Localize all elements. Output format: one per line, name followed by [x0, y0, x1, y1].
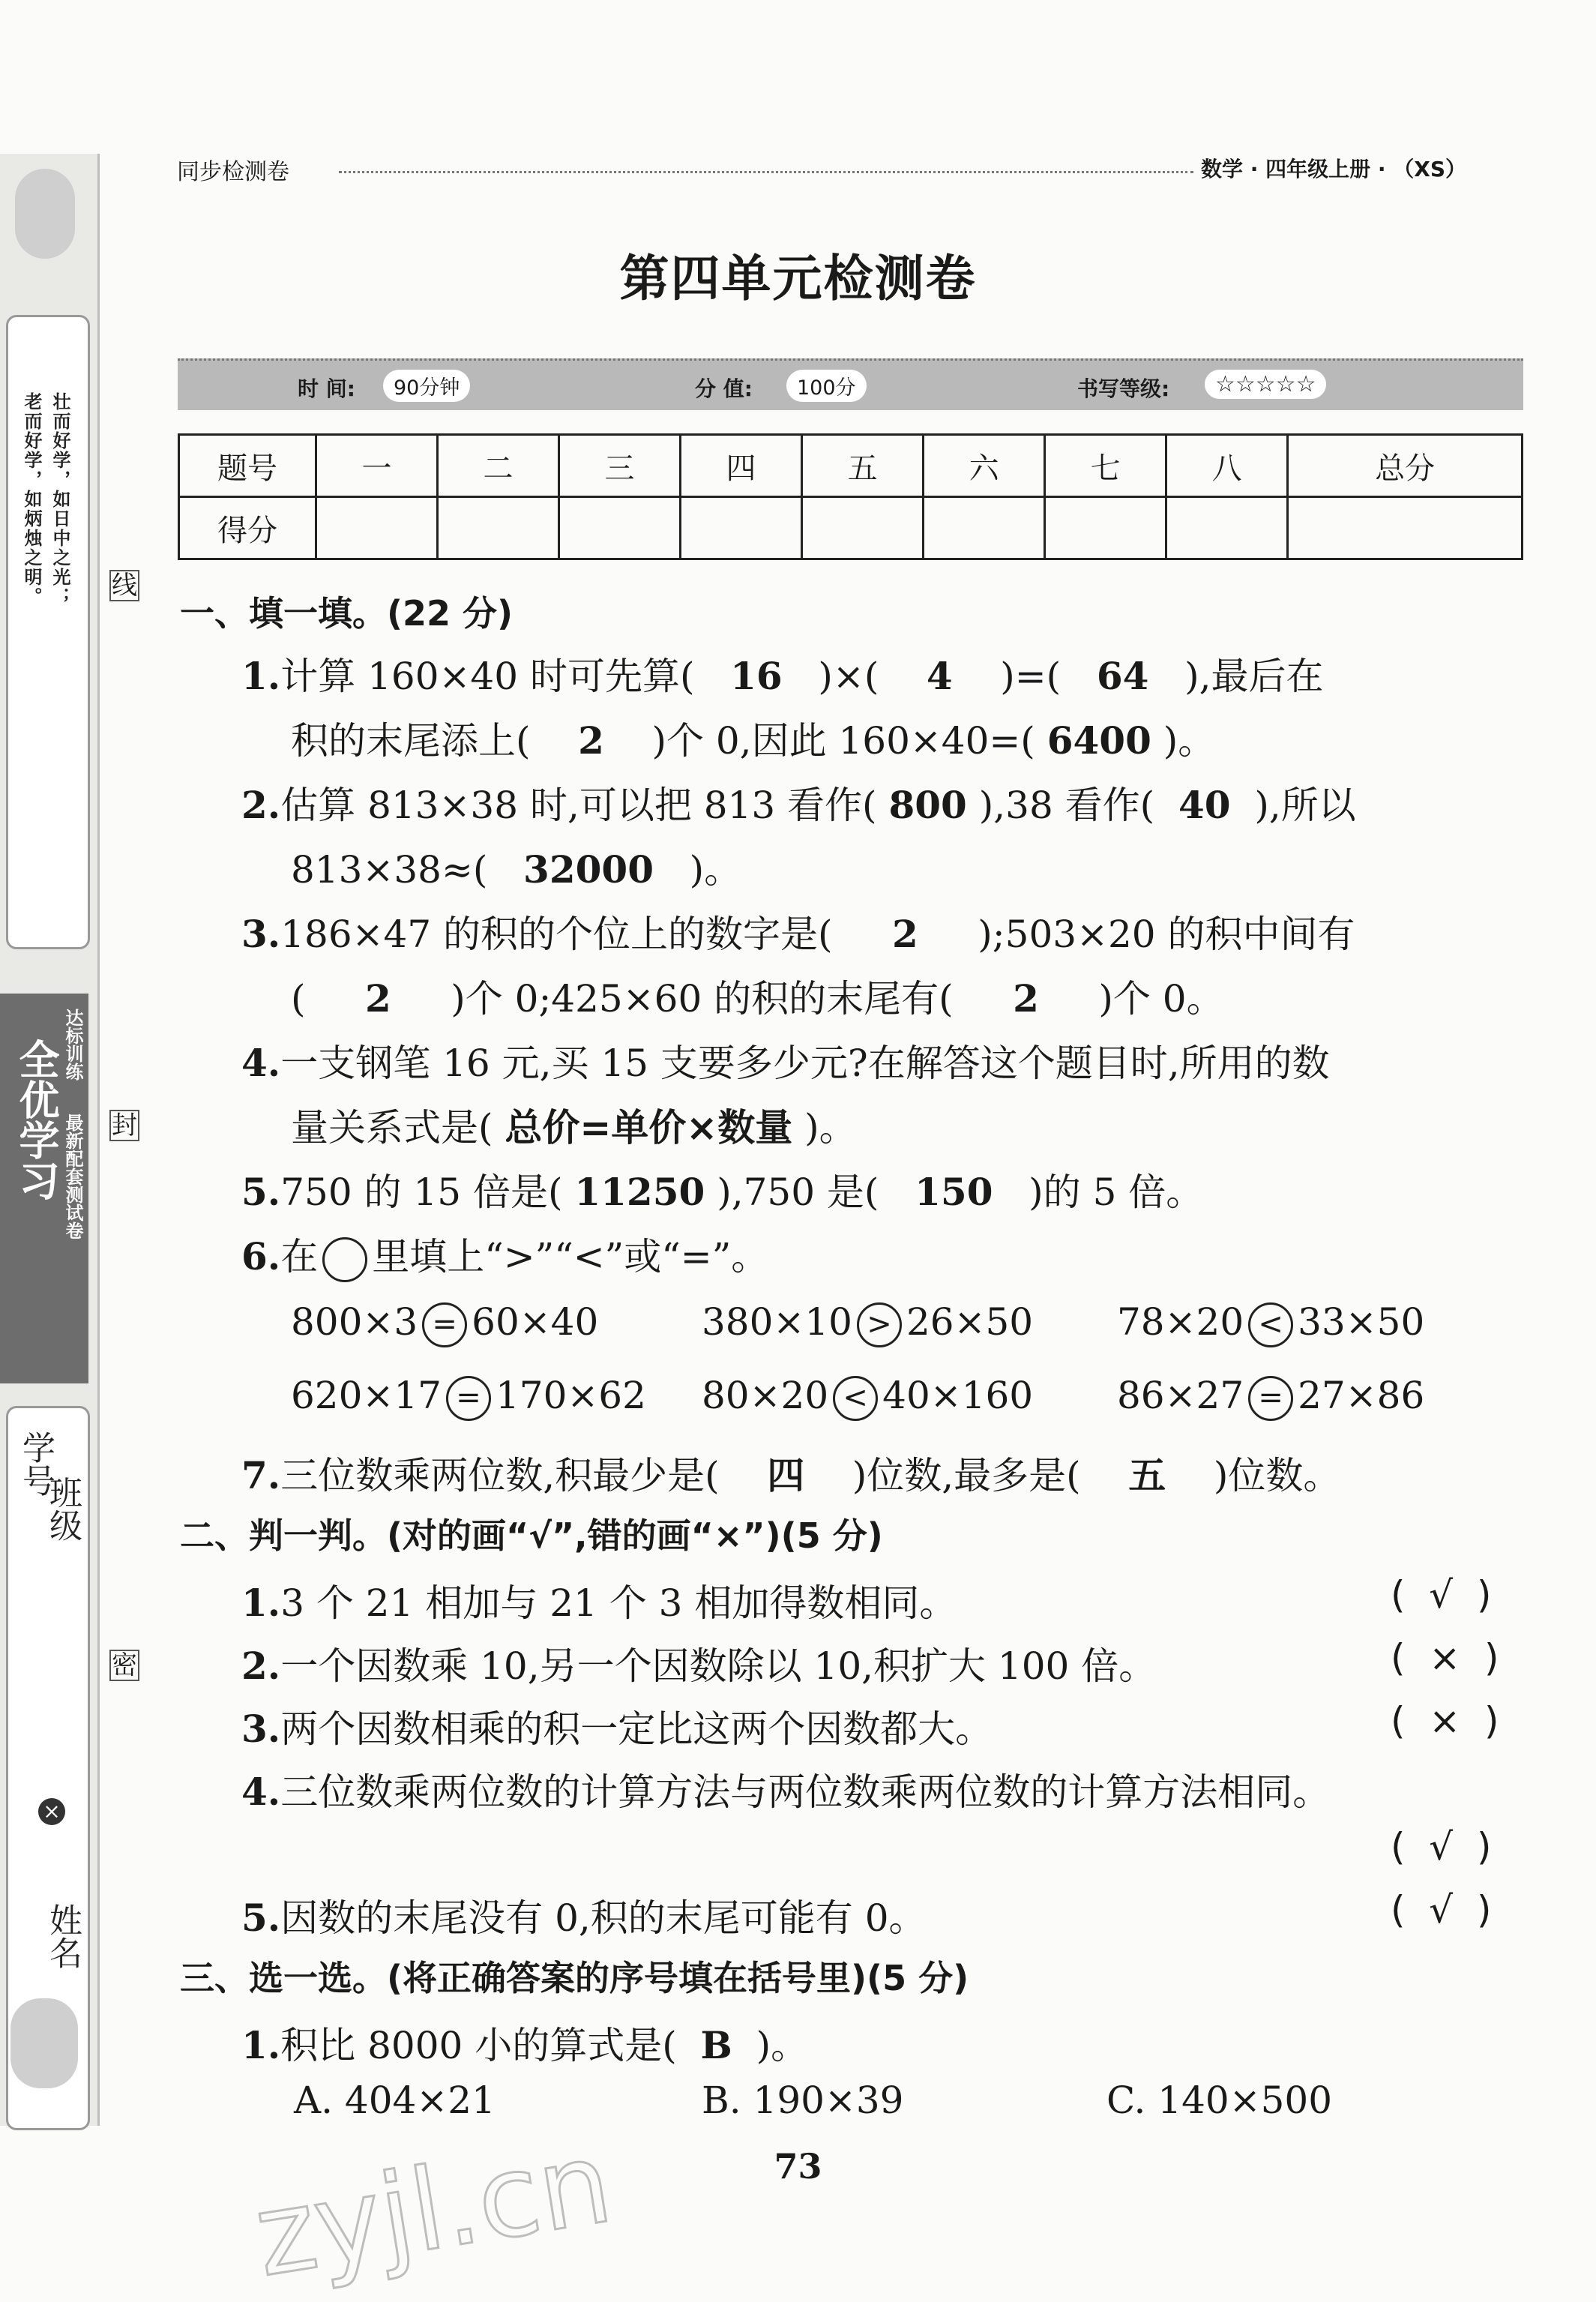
- answer-4: 4: [926, 654, 953, 698]
- score-cell[interactable]: [559, 497, 681, 559]
- score-cell[interactable]: [681, 497, 802, 559]
- check-icon: √: [1429, 1573, 1454, 1617]
- compare-4: 620×17 = 170×62: [291, 1374, 646, 1421]
- judge-3-number: 3.: [241, 1707, 281, 1751]
- score-header-cell: 三: [559, 435, 681, 497]
- number-label: 学号: [16, 1431, 55, 1497]
- compare-answer-2: >: [857, 1302, 902, 1347]
- motto-line-1: 壮而好学，如日中之光；: [49, 392, 70, 607]
- judge-2-text: 一个因数乘 10,另一个因数除以 10,积扩大 100 倍。: [280, 1644, 1157, 1688]
- header-right: 数学 · 四年级上册 · （XS）: [1201, 157, 1467, 181]
- section-1-title: 一、填一填。(22 分): [180, 593, 514, 634]
- compare-answer-5: <: [833, 1376, 878, 1421]
- score-value: 100分: [786, 370, 867, 402]
- watermark-logo: zyjl.cn: [247, 2117, 620, 2302]
- choose-1: 1.积比 8000 小的算式是( B )。: [241, 2023, 809, 2067]
- judge-2-answer: ( × ): [1391, 1636, 1499, 1680]
- q1-1-line1: 1.计算 160×40 时可先算( 16 )×( 4 )=( 64 ),最后在: [241, 654, 1324, 698]
- answer-32000: 32000: [523, 847, 654, 892]
- check-icon: √: [1429, 1825, 1454, 1869]
- answer-2-a: 2: [892, 912, 918, 956]
- judge-3-text: 两个因数相乘的积一定比这两个因数都大。: [280, 1707, 993, 1751]
- time-value: 90分钟: [383, 370, 470, 402]
- q1-1-line2: 积的末尾添上( 2 )个 0,因此 160×40=( 6400 )。: [291, 718, 1216, 763]
- brand-title: 全优学习: [13, 1039, 60, 1200]
- score-header-cell: 六: [924, 435, 1045, 497]
- judge-5-answer: ( √ ): [1391, 1888, 1492, 1932]
- judge-4: [241, 1762, 1330, 1816]
- score-header-cell: 二: [438, 435, 559, 497]
- answer-2: 2: [578, 718, 604, 763]
- score-cell[interactable]: [1166, 497, 1288, 559]
- time-label: 时 间:: [298, 376, 355, 401]
- score-cell[interactable]: [1288, 497, 1523, 559]
- x-icon: ×: [38, 1798, 65, 1825]
- seal-line: 线: [109, 570, 139, 601]
- cross-icon: ×: [1429, 1636, 1461, 1680]
- q1-2-line1: 2.估算 813×38 时,可以把 813 看作( 800 ),38 看作( 40 ),所以: [241, 783, 1356, 827]
- q1-6-number: 6.: [241, 1234, 281, 1278]
- judge-4-answer: ( √ ): [1391, 1825, 1492, 1869]
- brand-panel: [0, 994, 88, 1383]
- page-number: 73: [774, 2146, 822, 2187]
- option-a: A. 404×21: [294, 2079, 496, 2122]
- score-label: 分 值:: [695, 376, 753, 401]
- option-b: B. 190×39: [702, 2079, 904, 2122]
- section-2-title: 二、判一判。(对的画“√”,错的画“×”)(5 分): [180, 1515, 883, 1556]
- score-header-cell: 五: [802, 435, 924, 497]
- compare-answer-1: =: [422, 1302, 467, 1347]
- grade-label: 书写等级:: [1077, 376, 1170, 401]
- score-cell[interactable]: [802, 497, 924, 559]
- judge-1-number: 1.: [241, 1581, 281, 1625]
- grade-stars: ☆☆☆☆☆: [1205, 370, 1326, 399]
- section-3-title: 三、选一选。(将正确答案的序号填在括号里)(5 分): [180, 1958, 969, 1998]
- answer-b: B: [700, 2023, 732, 2067]
- score-row: [179, 497, 1523, 559]
- q1-4-line2: 量关系式是( 总价=单价×数量 )。: [291, 1106, 857, 1150]
- score-header-cell: 四: [681, 435, 802, 497]
- compare-2: 380×10 > 26×50: [702, 1300, 1033, 1347]
- answer-2-b: 2: [364, 976, 391, 1021]
- name-label: 姓名: [43, 1903, 82, 1969]
- answer-five: 五: [1128, 1454, 1166, 1497]
- q1-2-number: 2.: [241, 783, 281, 827]
- q1-7-line: 7.三位数乘两位数,积最少是( 四 )位数,最多是( 五 )位数。: [241, 1453, 1341, 1497]
- judge-4-text: 三位数乘两位数的计算方法与两位数乘两位数的计算方法相同。: [280, 1770, 1331, 1814]
- brand-sub-2: 最新配套测试卷: [62, 1114, 83, 1239]
- compare-answer-6: =: [1248, 1376, 1293, 1421]
- brand-sub-1: 达标训练: [62, 1009, 83, 1081]
- answer-800: 800: [888, 783, 967, 827]
- answer-11250: 11250: [574, 1170, 705, 1214]
- compare-1: 800×3 = 60×40: [291, 1300, 598, 1347]
- score-cell[interactable]: [1045, 497, 1166, 559]
- judge-2: [241, 1636, 1156, 1690]
- answer-2-c: 2: [1013, 976, 1039, 1021]
- q1-3-number: 3.: [241, 912, 281, 956]
- q1-4-number: 4.: [241, 1041, 281, 1085]
- q1-7-number: 7.: [241, 1453, 281, 1497]
- choose-1-number: 1.: [241, 2023, 281, 2067]
- answer-40: 40: [1178, 783, 1231, 827]
- q1-5-number: 5.: [241, 1170, 281, 1214]
- binding-strip: [0, 154, 100, 2126]
- empty-circle-icon: [322, 1237, 367, 1282]
- q1-3-line1: 3.186×47 的积的个位上的数字是( 2 );503×20 的积中间有: [241, 912, 1355, 956]
- judge-5: [241, 1888, 927, 1942]
- compare-3: 78×20 < 33×50: [1117, 1300, 1424, 1347]
- answer-16: 16: [730, 654, 783, 698]
- seal-secret: 密: [109, 1650, 139, 1681]
- judge-4-number: 4.: [241, 1770, 281, 1814]
- page-title: 第四单元检测卷: [619, 250, 977, 307]
- q1-5-line: 5.750 的 15 倍是( 11250 ),750 是( 150 )的 5 倍。: [241, 1170, 1204, 1214]
- answer-64: 64: [1096, 654, 1149, 698]
- class-label: 班级: [43, 1476, 82, 1542]
- header-left: 同步检测卷: [177, 159, 289, 185]
- seal-seal: 封: [109, 1110, 139, 1141]
- judge-1: [241, 1573, 957, 1627]
- judge-5-number: 5.: [241, 1896, 281, 1940]
- judge-1-answer: ( √ ): [1391, 1573, 1492, 1617]
- answer-four: 四: [767, 1454, 805, 1497]
- answer-formula: 总价=单价×数量: [505, 1106, 793, 1150]
- compare-5: 80×20 < 40×160: [702, 1374, 1033, 1421]
- score-header-cell: 一: [316, 435, 438, 497]
- compare-6: 86×27 = 27×86: [1117, 1374, 1424, 1421]
- score-cell[interactable]: [438, 497, 559, 559]
- motto-line-2: 老而好学，如炳烛之明。: [21, 392, 42, 607]
- motto-box: [6, 315, 90, 949]
- answer-6400: 6400: [1047, 718, 1151, 763]
- judge-2-number: 2.: [241, 1644, 281, 1688]
- answer-150: 150: [915, 1170, 993, 1214]
- q1-4-line1: 4.一支钢笔 16 元,买 15 支要多少元?在解答这个题目时,所用的数: [241, 1041, 1330, 1085]
- q1-3-line2: ( 2 )个 0;425×60 的积的末尾有( 2 )个 0。: [291, 976, 1224, 1021]
- judge-3: [241, 1699, 993, 1753]
- score-table: [178, 433, 1523, 560]
- compare-answer-3: <: [1248, 1302, 1293, 1347]
- exam-info-bar: [178, 358, 1523, 410]
- q1-6-line: 6.在 里填上“>”“<”或“=”。: [241, 1227, 768, 1282]
- q1-1-number: 1.: [241, 654, 281, 698]
- cross-icon: ×: [1429, 1699, 1461, 1743]
- header-divider: [339, 171, 1193, 173]
- check-icon: √: [1429, 1888, 1454, 1932]
- judge-1-text: 3 个 21 相加与 21 个 3 相加得数相同。: [280, 1581, 957, 1625]
- score-row-label: 得分: [179, 497, 316, 559]
- cartoon-bottom-icon: [10, 1998, 78, 2088]
- option-c: C. 140×500: [1106, 2079, 1333, 2122]
- score-cell[interactable]: [316, 497, 438, 559]
- score-header-cell: 总分: [1288, 435, 1523, 497]
- score-cell[interactable]: [924, 497, 1045, 559]
- score-header-cell: 七: [1045, 435, 1166, 497]
- judge-5-text: 因数的末尾没有 0,积的末尾可能有 0。: [280, 1896, 927, 1940]
- q1-2-line2: 813×38≈( 32000 )。: [291, 847, 742, 892]
- score-header-row: [179, 435, 1523, 497]
- judge-3-answer: ( × ): [1391, 1699, 1499, 1743]
- score-header-cell: 八: [1166, 435, 1288, 497]
- score-header-cell: 题号: [179, 435, 316, 497]
- compare-answer-4: =: [446, 1376, 491, 1421]
